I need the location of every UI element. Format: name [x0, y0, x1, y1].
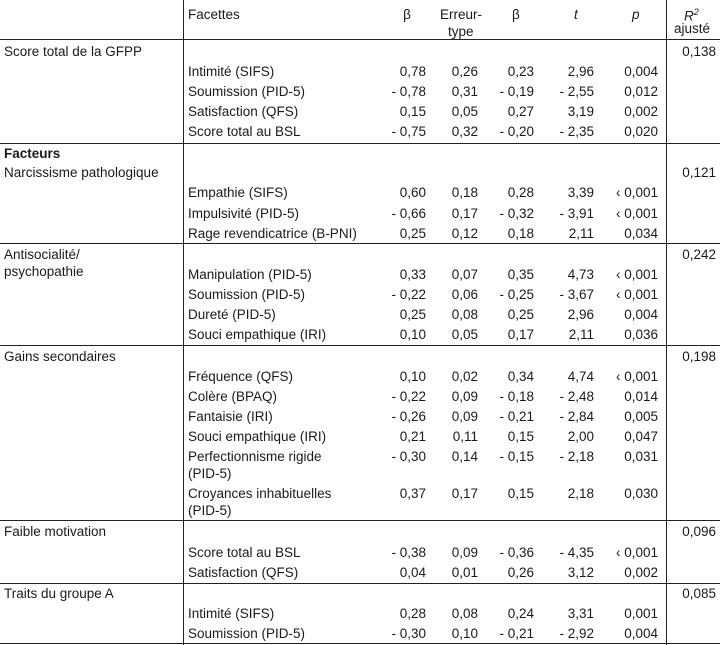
- beta: - 0,30: [391, 449, 426, 464]
- facet: Perfectionnisme rigide: [188, 449, 322, 464]
- facet: Fréquence (QFS): [188, 369, 294, 384]
- facet: Manipulation (PID-5): [188, 267, 312, 282]
- beta: 0,10: [399, 327, 426, 342]
- std-error: 0,09: [451, 389, 478, 404]
- beta-std: 0,25: [507, 307, 534, 322]
- std-error: 0,05: [451, 327, 478, 342]
- std-error: 0,08: [451, 307, 478, 322]
- p-value: 0,036: [624, 327, 658, 342]
- beta-std: 0,27: [507, 104, 534, 119]
- r2-value: 0,138: [682, 44, 716, 59]
- p-value: 0,002: [624, 565, 658, 580]
- p-value: 0,004: [624, 307, 658, 322]
- beta: - 0,22: [391, 389, 426, 404]
- beta: 0,78: [399, 64, 426, 79]
- section-label: Gains secondaires: [4, 349, 116, 364]
- r2-value: 0,085: [682, 586, 716, 601]
- r2-value: 0,198: [682, 349, 716, 364]
- std-error: 0,02: [451, 369, 478, 384]
- facet-cont: (PID-5): [188, 503, 232, 518]
- facet: Score total au BSL: [188, 124, 301, 139]
- p-value: 0,005: [624, 409, 658, 424]
- header-beta-std: β: [512, 7, 520, 22]
- t-value: 4,73: [567, 267, 594, 282]
- r2-value: 0,096: [682, 524, 716, 539]
- facet: Croyances inhabituelles: [188, 486, 332, 501]
- beta-std: - 0,21: [499, 626, 534, 641]
- p-value: ‹ 0,001: [615, 369, 658, 384]
- t-value: - 2,84: [559, 409, 594, 424]
- t-value: 3,12: [567, 565, 594, 580]
- beta-std: - 0,18: [499, 389, 534, 404]
- t-value: 2,96: [567, 64, 594, 79]
- beta: 0,25: [399, 307, 426, 322]
- beta-std: - 0,32: [499, 206, 534, 221]
- facet: Empathie (SIFS): [188, 185, 288, 200]
- beta-std: 0,17: [507, 327, 534, 342]
- header-erreur: Erreur-: [440, 7, 483, 22]
- beta: - 0,66: [391, 206, 426, 221]
- std-error: 0,11: [452, 429, 478, 444]
- beta: - 0,22: [391, 287, 426, 302]
- t-value: 2,96: [567, 307, 594, 322]
- t-value: - 2,55: [559, 84, 594, 99]
- beta: - 0,78: [391, 84, 426, 99]
- beta-std: 0,35: [507, 267, 534, 282]
- facteurs-heading: Facteurs: [4, 146, 61, 161]
- std-error: 0,01: [451, 565, 478, 580]
- p-value: ‹ 0,001: [615, 545, 658, 560]
- rule: [0, 643, 720, 644]
- std-error: 0,06: [451, 287, 478, 302]
- section-label: Faible motivation: [4, 524, 107, 539]
- column-divider: [183, 0, 184, 645]
- std-error: 0,09: [451, 545, 478, 560]
- header-facettes: Facettes: [188, 7, 240, 22]
- header-p: p: [632, 7, 640, 22]
- section-label: Narcissisme pathologique: [4, 165, 159, 180]
- facet: Score total au BSL: [188, 545, 301, 560]
- std-error: 0,26: [451, 64, 478, 79]
- beta: 0,25: [399, 226, 426, 241]
- facet: Intimité (SIFS): [188, 606, 275, 621]
- facet: Souci empathique (IRI): [188, 429, 327, 444]
- facet: Souci empathique (IRI): [188, 327, 327, 342]
- p-value: ‹ 0,001: [615, 185, 658, 200]
- p-value: 0,012: [624, 84, 658, 99]
- facet: Soumission (PID-5): [188, 287, 306, 302]
- std-error: 0,18: [451, 185, 478, 200]
- facet: Satisfaction (QFS): [188, 565, 299, 580]
- beta-std: - 0,36: [499, 545, 534, 560]
- t-value: 2,11: [568, 226, 594, 241]
- t-value: 3,39: [567, 185, 594, 200]
- facet: Colère (BPAQ): [188, 389, 278, 404]
- p-value: 0,014: [624, 389, 658, 404]
- beta-std: 0,15: [507, 486, 534, 501]
- beta-std: - 0,21: [499, 409, 534, 424]
- std-error: 0,12: [451, 226, 478, 241]
- beta: 0,21: [399, 429, 426, 444]
- facet: Intimité (SIFS): [188, 64, 275, 79]
- facet: Impulsivité (PID-5): [188, 206, 300, 221]
- facet: Dureté (PID-5): [188, 307, 276, 322]
- r2-value: 0,121: [682, 165, 716, 180]
- beta: 0,15: [399, 104, 426, 119]
- header-type: type: [448, 24, 474, 39]
- t-value: - 2,35: [559, 124, 594, 139]
- t-value: 2,18: [567, 486, 594, 501]
- rule: [0, 345, 720, 346]
- beta-std: - 0,20: [499, 124, 534, 139]
- t-value: - 2,92: [559, 626, 594, 641]
- facet-cont: (PID-5): [188, 466, 232, 481]
- beta: 0,37: [399, 486, 426, 501]
- beta-std: 0,23: [507, 64, 534, 79]
- t-value: 3,19: [567, 104, 594, 119]
- p-value: 0,004: [624, 64, 658, 79]
- beta-std: 0,34: [507, 369, 534, 384]
- std-error: 0,14: [451, 449, 478, 464]
- p-value: ‹ 0,001: [615, 206, 658, 221]
- beta-std: 0,26: [507, 565, 534, 580]
- t-value: 3,31: [567, 606, 594, 621]
- section-label-cont: psychopathie: [4, 264, 84, 279]
- header-t: t: [574, 7, 578, 22]
- std-error: 0,09: [451, 409, 478, 424]
- t-value: - 2,18: [559, 449, 594, 464]
- section-label: Traits du groupe A: [4, 586, 114, 601]
- rule: [0, 583, 720, 584]
- facet: Soumission (PID-5): [188, 626, 306, 641]
- column-divider: [666, 0, 667, 645]
- beta: 0,33: [399, 267, 426, 282]
- p-value: ‹ 0,001: [615, 267, 658, 282]
- t-value: 4,74: [567, 369, 594, 384]
- t-value: - 3,91: [559, 206, 594, 221]
- p-value: ‹ 0,001: [615, 287, 658, 302]
- p-value: 0,020: [624, 124, 658, 139]
- beta: - 0,26: [391, 409, 426, 424]
- rule: [0, 39, 720, 40]
- std-error: 0,31: [451, 84, 478, 99]
- beta: 0,28: [399, 606, 426, 621]
- std-error: 0,10: [451, 626, 478, 641]
- std-error: 0,17: [451, 206, 478, 221]
- beta: 0,10: [399, 369, 426, 384]
- beta: - 0,75: [391, 124, 426, 139]
- std-error: 0,07: [451, 267, 478, 282]
- rule: [0, 143, 720, 144]
- section-label: Antisocialité/: [4, 247, 80, 262]
- t-value: 2,00: [567, 429, 594, 444]
- beta-std: - 0,25: [499, 287, 534, 302]
- std-error: 0,05: [451, 104, 478, 119]
- beta: - 0,38: [391, 545, 426, 560]
- p-value: 0,002: [624, 104, 658, 119]
- t-value: 2,11: [568, 327, 594, 342]
- header-r2: $R^2$: [684, 7, 699, 24]
- header-beta: β: [403, 7, 411, 22]
- beta-std: 0,18: [507, 226, 534, 241]
- p-value: 0,030: [624, 486, 658, 501]
- beta: 0,60: [399, 185, 426, 200]
- p-value: 0,047: [624, 429, 658, 444]
- std-error: 0,17: [451, 486, 478, 501]
- std-error: 0,08: [451, 606, 478, 621]
- beta-std: - 0,19: [499, 84, 534, 99]
- section-label: Score total de la GFPP: [4, 44, 143, 59]
- header-ajuste: ajusté: [674, 21, 711, 36]
- t-value: - 2,48: [559, 389, 594, 404]
- beta-std: 0,15: [507, 429, 534, 444]
- beta: 0,04: [399, 565, 426, 580]
- p-value: 0,001: [624, 606, 658, 621]
- p-value: 0,004: [624, 626, 658, 641]
- t-value: - 3,67: [559, 287, 594, 302]
- beta-std: 0,24: [507, 606, 534, 621]
- p-value: 0,031: [624, 449, 658, 464]
- p-value: 0,034: [624, 226, 658, 241]
- beta-std: 0,28: [507, 185, 534, 200]
- rule: [0, 243, 720, 244]
- facet: Fantaisie (IRI): [188, 409, 273, 424]
- beta-std: - 0,15: [499, 449, 534, 464]
- t-value: - 4,35: [559, 545, 594, 560]
- facet: Rage revendicatrice (B-PNI): [188, 226, 357, 241]
- rule: [0, 520, 720, 521]
- r2-value: 0,242: [682, 247, 716, 262]
- beta: - 0,30: [391, 626, 426, 641]
- facet: Satisfaction (QFS): [188, 104, 299, 119]
- facet: Soumission (PID-5): [188, 84, 306, 99]
- std-error: 0,32: [451, 124, 478, 139]
